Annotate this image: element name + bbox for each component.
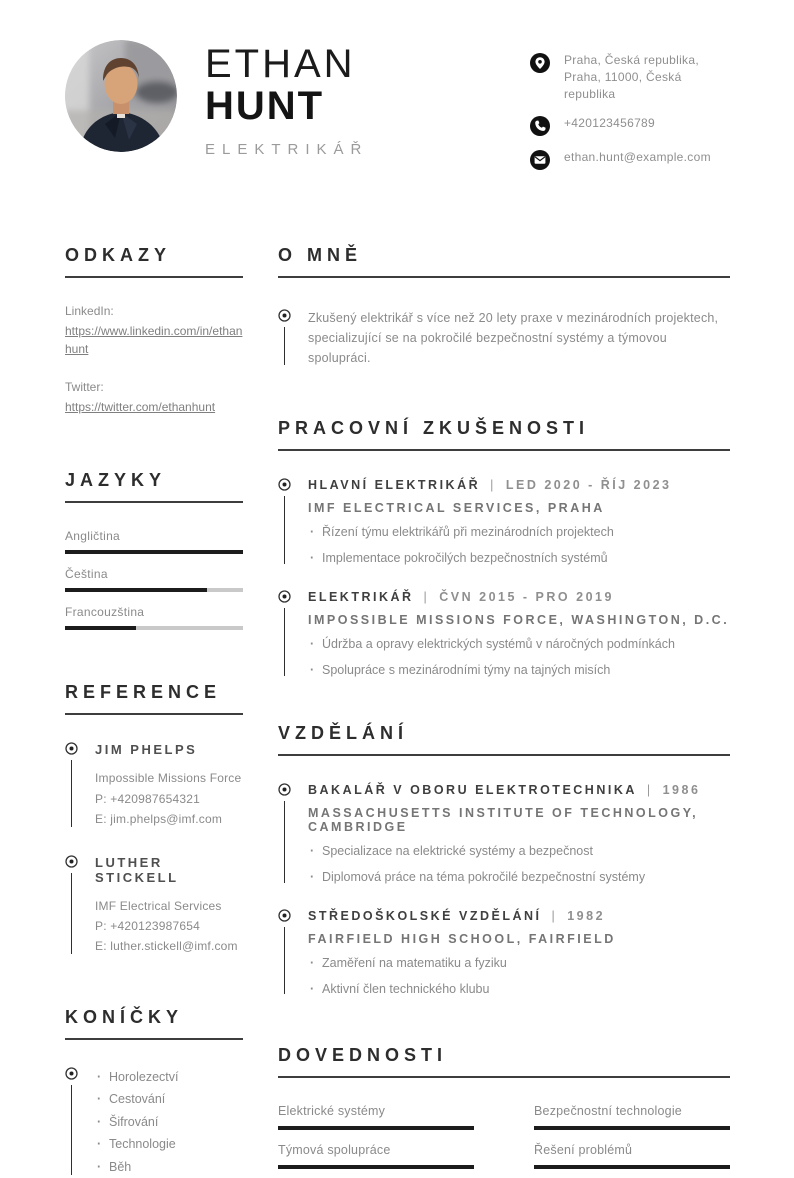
experience-title-row	[308, 477, 730, 492]
experience-role: HLAVNÍ ELEKTRIKÁŘ	[308, 478, 481, 493]
education-item	[278, 782, 730, 886]
reference-name: JIM PHELPS	[95, 742, 198, 758]
education-section-title: VZDĚLÁNÍ	[278, 723, 730, 756]
skill-bar	[534, 1165, 730, 1169]
skill-label: Týmová spolupráce	[278, 1143, 391, 1158]
reference-email: E: jim.phelps@imf.com	[95, 812, 223, 827]
skill-item	[278, 1143, 474, 1169]
first-name: ETHAN	[205, 42, 356, 86]
experience-section-title: PRACOVNÍ ZKUŠENOSTI	[278, 418, 730, 451]
reference-company: Impossible Missions Force	[95, 771, 242, 786]
education-dates: 1982	[567, 908, 606, 923]
reference-phone: P: +420123987654	[95, 918, 200, 933]
education-title-row	[308, 908, 730, 923]
language-name: Čeština	[65, 567, 108, 582]
experience-bullet: · Implementace pokročilých bezpečnostních systémů	[308, 550, 730, 567]
skills-section-title: DOVEDNOSTI	[278, 1045, 730, 1078]
education-degree: STŘEDOŠKOLSKÉ VZDĚLÁNÍ	[308, 908, 542, 923]
experience-company: IMF ELECTRICAL SERVICES, PRAHA	[308, 501, 605, 516]
language-level-track	[65, 588, 243, 592]
hobby-item: · Technologie	[95, 1133, 243, 1156]
separator: |	[646, 782, 653, 797]
education-degree: BAKALÁŘ V OBORU ELEKTROTECHNIKA	[308, 782, 637, 797]
section-links	[65, 245, 243, 416]
link-item-linkedin	[65, 304, 243, 358]
hobby-list	[95, 1066, 243, 1178]
timeline-dot-icon	[278, 309, 291, 322]
reference-email: E: luther.stickell@imf.com	[95, 939, 238, 954]
hobby-item: · Cestování	[95, 1088, 243, 1111]
left-column	[65, 245, 243, 1178]
education-bullet: · Zaměření na matematiku a fyziku	[308, 955, 730, 972]
experience-role: ELEKTRIKÁŘ	[308, 590, 414, 605]
timeline-line	[71, 1085, 72, 1176]
profile-photo-illustration	[65, 40, 177, 152]
education-bullets	[308, 955, 730, 998]
skills-grid	[278, 1104, 730, 1169]
timeline-dot-icon	[65, 1067, 78, 1080]
reference-item	[65, 741, 243, 829]
skill-label: Řešení problémů	[534, 1143, 633, 1158]
reference-company: IMF Electrical Services	[95, 898, 222, 913]
link-item-twitter	[65, 380, 243, 416]
last-name: HUNT	[205, 83, 325, 128]
contact-phone: +420123456789	[564, 116, 655, 131]
language-level-bar	[65, 550, 243, 554]
timeline-line	[284, 327, 285, 365]
reference-details	[95, 896, 243, 957]
skill-item	[534, 1104, 730, 1130]
section-hobbies	[65, 1007, 243, 1178]
experience-dates: ČVN 2015 - PRO 2019	[439, 590, 614, 605]
separator: |	[490, 478, 496, 493]
contact-email: ethan.hunt@example.com	[564, 150, 711, 165]
timeline-line	[284, 801, 285, 883]
hobby-item: · Horolezectví	[95, 1066, 243, 1089]
header	[65, 40, 730, 183]
section-about	[278, 245, 730, 368]
language-name: Angličtina	[65, 529, 121, 544]
skill-bar	[278, 1165, 474, 1169]
experience-company: IMPOSSIBLE MISSIONS FORCE, WASHINGTON, D.C.	[308, 613, 730, 628]
timeline-dot-icon	[278, 478, 291, 491]
name-block	[205, 44, 368, 158]
profile-photo	[65, 40, 177, 152]
phone-icon	[530, 116, 550, 136]
contact-email-row	[530, 149, 730, 170]
language-level-bar	[65, 588, 207, 592]
timeline-line	[71, 760, 72, 826]
timeline-dot-icon	[278, 590, 291, 603]
skill-bar	[278, 1126, 474, 1130]
education-bullets	[308, 843, 730, 886]
hobby-item: · Šifrování	[95, 1111, 243, 1134]
experience-title-row	[308, 589, 730, 604]
education-bullet: · Aktivní člen technického klubu	[308, 981, 730, 998]
education-item	[278, 908, 730, 998]
email-icon	[530, 150, 550, 170]
links-section-title: ODKAZY	[65, 245, 243, 278]
hobbies-list-block	[65, 1066, 243, 1178]
contact-address: Praha, Česká republika, Praha, 11000, Česká republika	[564, 53, 699, 101]
twitter-link[interactable]: https://twitter.com/ethanhunt	[65, 400, 216, 415]
about-section-title: O MNĚ	[278, 245, 730, 278]
experience-bullets	[308, 636, 730, 679]
separator: |	[423, 590, 430, 605]
skill-item	[278, 1104, 474, 1130]
education-dates: 1986	[662, 782, 701, 797]
timeline-dot-icon	[278, 783, 291, 796]
section-references	[65, 682, 243, 956]
section-languages	[65, 470, 243, 630]
contact-address-row	[530, 52, 730, 102]
reference-name: LUTHER STICKELL	[95, 854, 179, 885]
experience-bullets	[308, 524, 730, 567]
education-bullet: · Specializace na elektrické systémy a bezpečnost	[308, 843, 730, 860]
education-school: FAIRFIELD HIGH SCHOOL, FAIRFIELD	[308, 931, 616, 946]
location-icon	[530, 53, 550, 73]
language-row	[65, 529, 243, 554]
section-experience	[278, 418, 730, 679]
language-level-track	[65, 626, 243, 630]
references-section-title: REFERENCE	[65, 682, 243, 715]
language-level-bar	[65, 626, 136, 630]
skill-item	[534, 1143, 730, 1169]
about-item	[278, 308, 730, 368]
language-row	[65, 567, 243, 592]
reference-phone: P: +420987654321	[95, 791, 200, 806]
resume-body	[65, 245, 730, 1178]
separator: |	[551, 908, 558, 923]
experience-item	[278, 589, 730, 679]
timeline-line	[284, 496, 285, 564]
education-bullet: · Diplomová práce na téma pokročilé bezpečnostní systémy	[308, 869, 730, 886]
timeline-dot-icon	[65, 742, 78, 755]
timeline-dot-icon	[65, 855, 78, 868]
hobby-item: · Běh	[95, 1156, 243, 1178]
linkedin-link[interactable]: https://www.linkedin.com/in/ethanhunt	[65, 324, 243, 357]
skill-bar	[534, 1126, 730, 1130]
link-label: LinkedIn:	[65, 304, 114, 319]
contact-phone-row	[530, 115, 730, 136]
contact-block	[530, 52, 730, 183]
education-school: MASSACHUSETTS INSTITUTE OF TECHNOLOGY, CAMBRIDGE	[308, 805, 699, 834]
hobbies-section-title: KONÍČKY	[65, 1007, 243, 1040]
skill-label: Elektrické systémy	[278, 1104, 386, 1119]
languages-section-title: JAZYKY	[65, 470, 243, 503]
job-title: ELEKTRIKÁŘ	[205, 140, 369, 158]
experience-bullet: · Spolupráce s mezinárodními týmy na tajných misích	[308, 662, 730, 679]
experience-bullet: · Údržba a opravy elektrických systémů v náročných podmínkách	[308, 636, 730, 653]
timeline-line	[284, 608, 285, 676]
experience-item	[278, 477, 730, 567]
timeline-line	[284, 927, 285, 995]
education-title-row	[308, 782, 730, 797]
language-level-track	[65, 550, 243, 554]
experience-dates: LED 2020 - ŘÍJ 2023	[505, 478, 672, 493]
language-row	[65, 605, 243, 630]
reference-item	[65, 854, 243, 957]
timeline-line	[71, 873, 72, 954]
section-education	[278, 723, 730, 998]
language-name: Francouzština	[65, 605, 145, 620]
skill-label: Bezpečnostní technologie	[534, 1104, 682, 1119]
about-text: Zkušený elektrikář s více než 20 lety praxe v mezinárodních projektech, specializující se na pokročilé bezpečnostní systémy a týmovou spolupráci.	[308, 311, 719, 366]
section-skills	[278, 1045, 730, 1169]
right-column	[278, 245, 730, 1178]
experience-bullet: · Řízení týmu elektrikářů při mezinárodních projektech	[308, 524, 730, 541]
reference-details	[95, 768, 243, 829]
link-label: Twitter:	[65, 380, 104, 395]
timeline-dot-icon	[278, 909, 291, 922]
